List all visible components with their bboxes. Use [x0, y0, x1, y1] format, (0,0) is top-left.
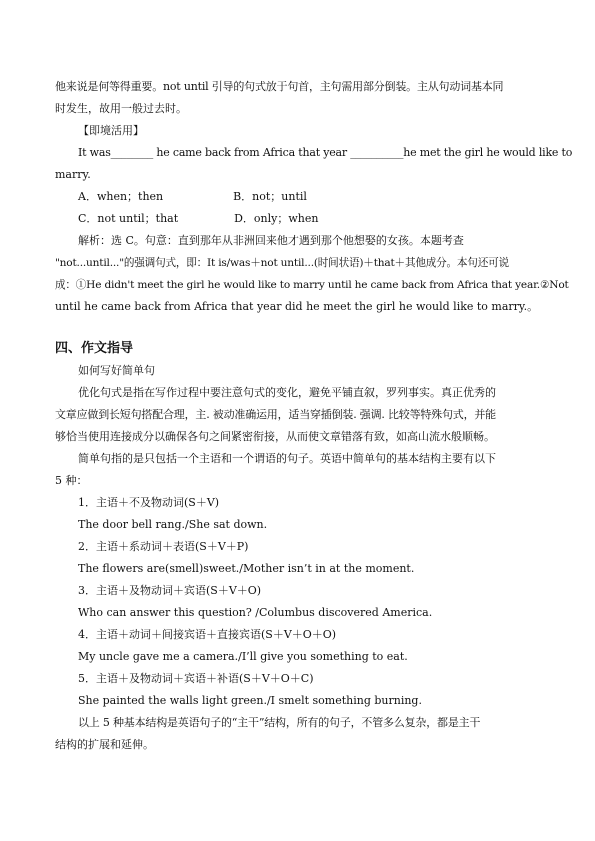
exercise-question: It was________ he came back from Africa that year __________he met the girl he would like to: [78, 146, 573, 159]
answer-explanation: 解析：选 C。句意：直到那年从非洲回来他才遇到那个他想娶的女孩。本题考查: [78, 234, 464, 247]
text-line: "not...until..."的强调句式，即：It is/was＋not until...(时间状语)＋that＋其他成分。本句还可说: [55, 257, 509, 269]
text-line: 成：①He didn't meet the girl he would like to marry until he came back from Africa that year.②Not: [55, 279, 569, 291]
example-sentence: My uncle gave me a camera./I’ll give you something to eat.: [78, 650, 408, 663]
option-line: A．when；then B．not；until: [78, 190, 307, 203]
text-line: 5 种：: [55, 474, 88, 487]
text-line: marry.: [55, 168, 91, 181]
section-heading: 四、作文指导: [55, 341, 134, 356]
option-line: C．not until；that D．only；when: [78, 212, 319, 225]
section-label: 【即境活用】: [78, 124, 144, 137]
structure-item: 2．主语＋系动词＋表语(S＋V＋P): [78, 540, 249, 553]
subheading: 如何写好简单句: [78, 364, 155, 377]
structure-item: 4．主语＋动词＋间接宾语＋直接宾语(S＋V＋O＋O): [78, 628, 337, 641]
example-sentence: Who can answer this question? /Columbus discovered America.: [78, 606, 433, 619]
text-line: until he came back from Africa that year did he meet the girl he would like to marry.。: [55, 300, 539, 313]
structure-item: 3．主语＋及物动词＋宾语(S＋V＋O): [78, 584, 262, 597]
text-line: 他来说是何等得重要。not until 引导的句式放于句首，主句需用部分倒装。主从句动词基本同: [55, 80, 504, 93]
example-sentence: The flowers are(smell)sweet./Mother isn’t in at the moment.: [78, 562, 415, 575]
structure-item: 1．主语＋不及物动词(S＋V): [78, 496, 220, 509]
text-line: 以上 5 种基本结构是英语句子的“主干”结构，所有的句子，不管多么复杂，都是主干: [78, 716, 481, 729]
text-line: 文章应做到长短句搭配合理，主. 被动准确运用，适当穿插倒装. 强调. 比较等特殊句式，并能: [55, 408, 496, 421]
text-line: 优化句式是指在写作过程中要注意句式的变化，避免平铺直叙，罗列事实。真正优秀的: [78, 386, 496, 399]
text-line: 时发生，故用一般过去时。: [55, 102, 187, 115]
example-sentence: The door bell rang./She sat down.: [78, 518, 268, 531]
example-sentence: She painted the walls light green./I smelt something burning.: [78, 694, 422, 707]
text-line: 够恰当使用连接成分以确保各句之间紧密衔接，从而使文章错落有致，如高山流水般顺畅。: [55, 430, 495, 443]
text-line: 简单句指的是只包括一个主语和一个谓语的句子。英语中简单句的基本结构主要有以下: [78, 452, 496, 465]
text-line: 结构的扩展和延伸。: [55, 738, 154, 751]
structure-item: 5．主语＋及物动词＋宾语＋补语(S＋V＋O＋C): [78, 672, 314, 685]
